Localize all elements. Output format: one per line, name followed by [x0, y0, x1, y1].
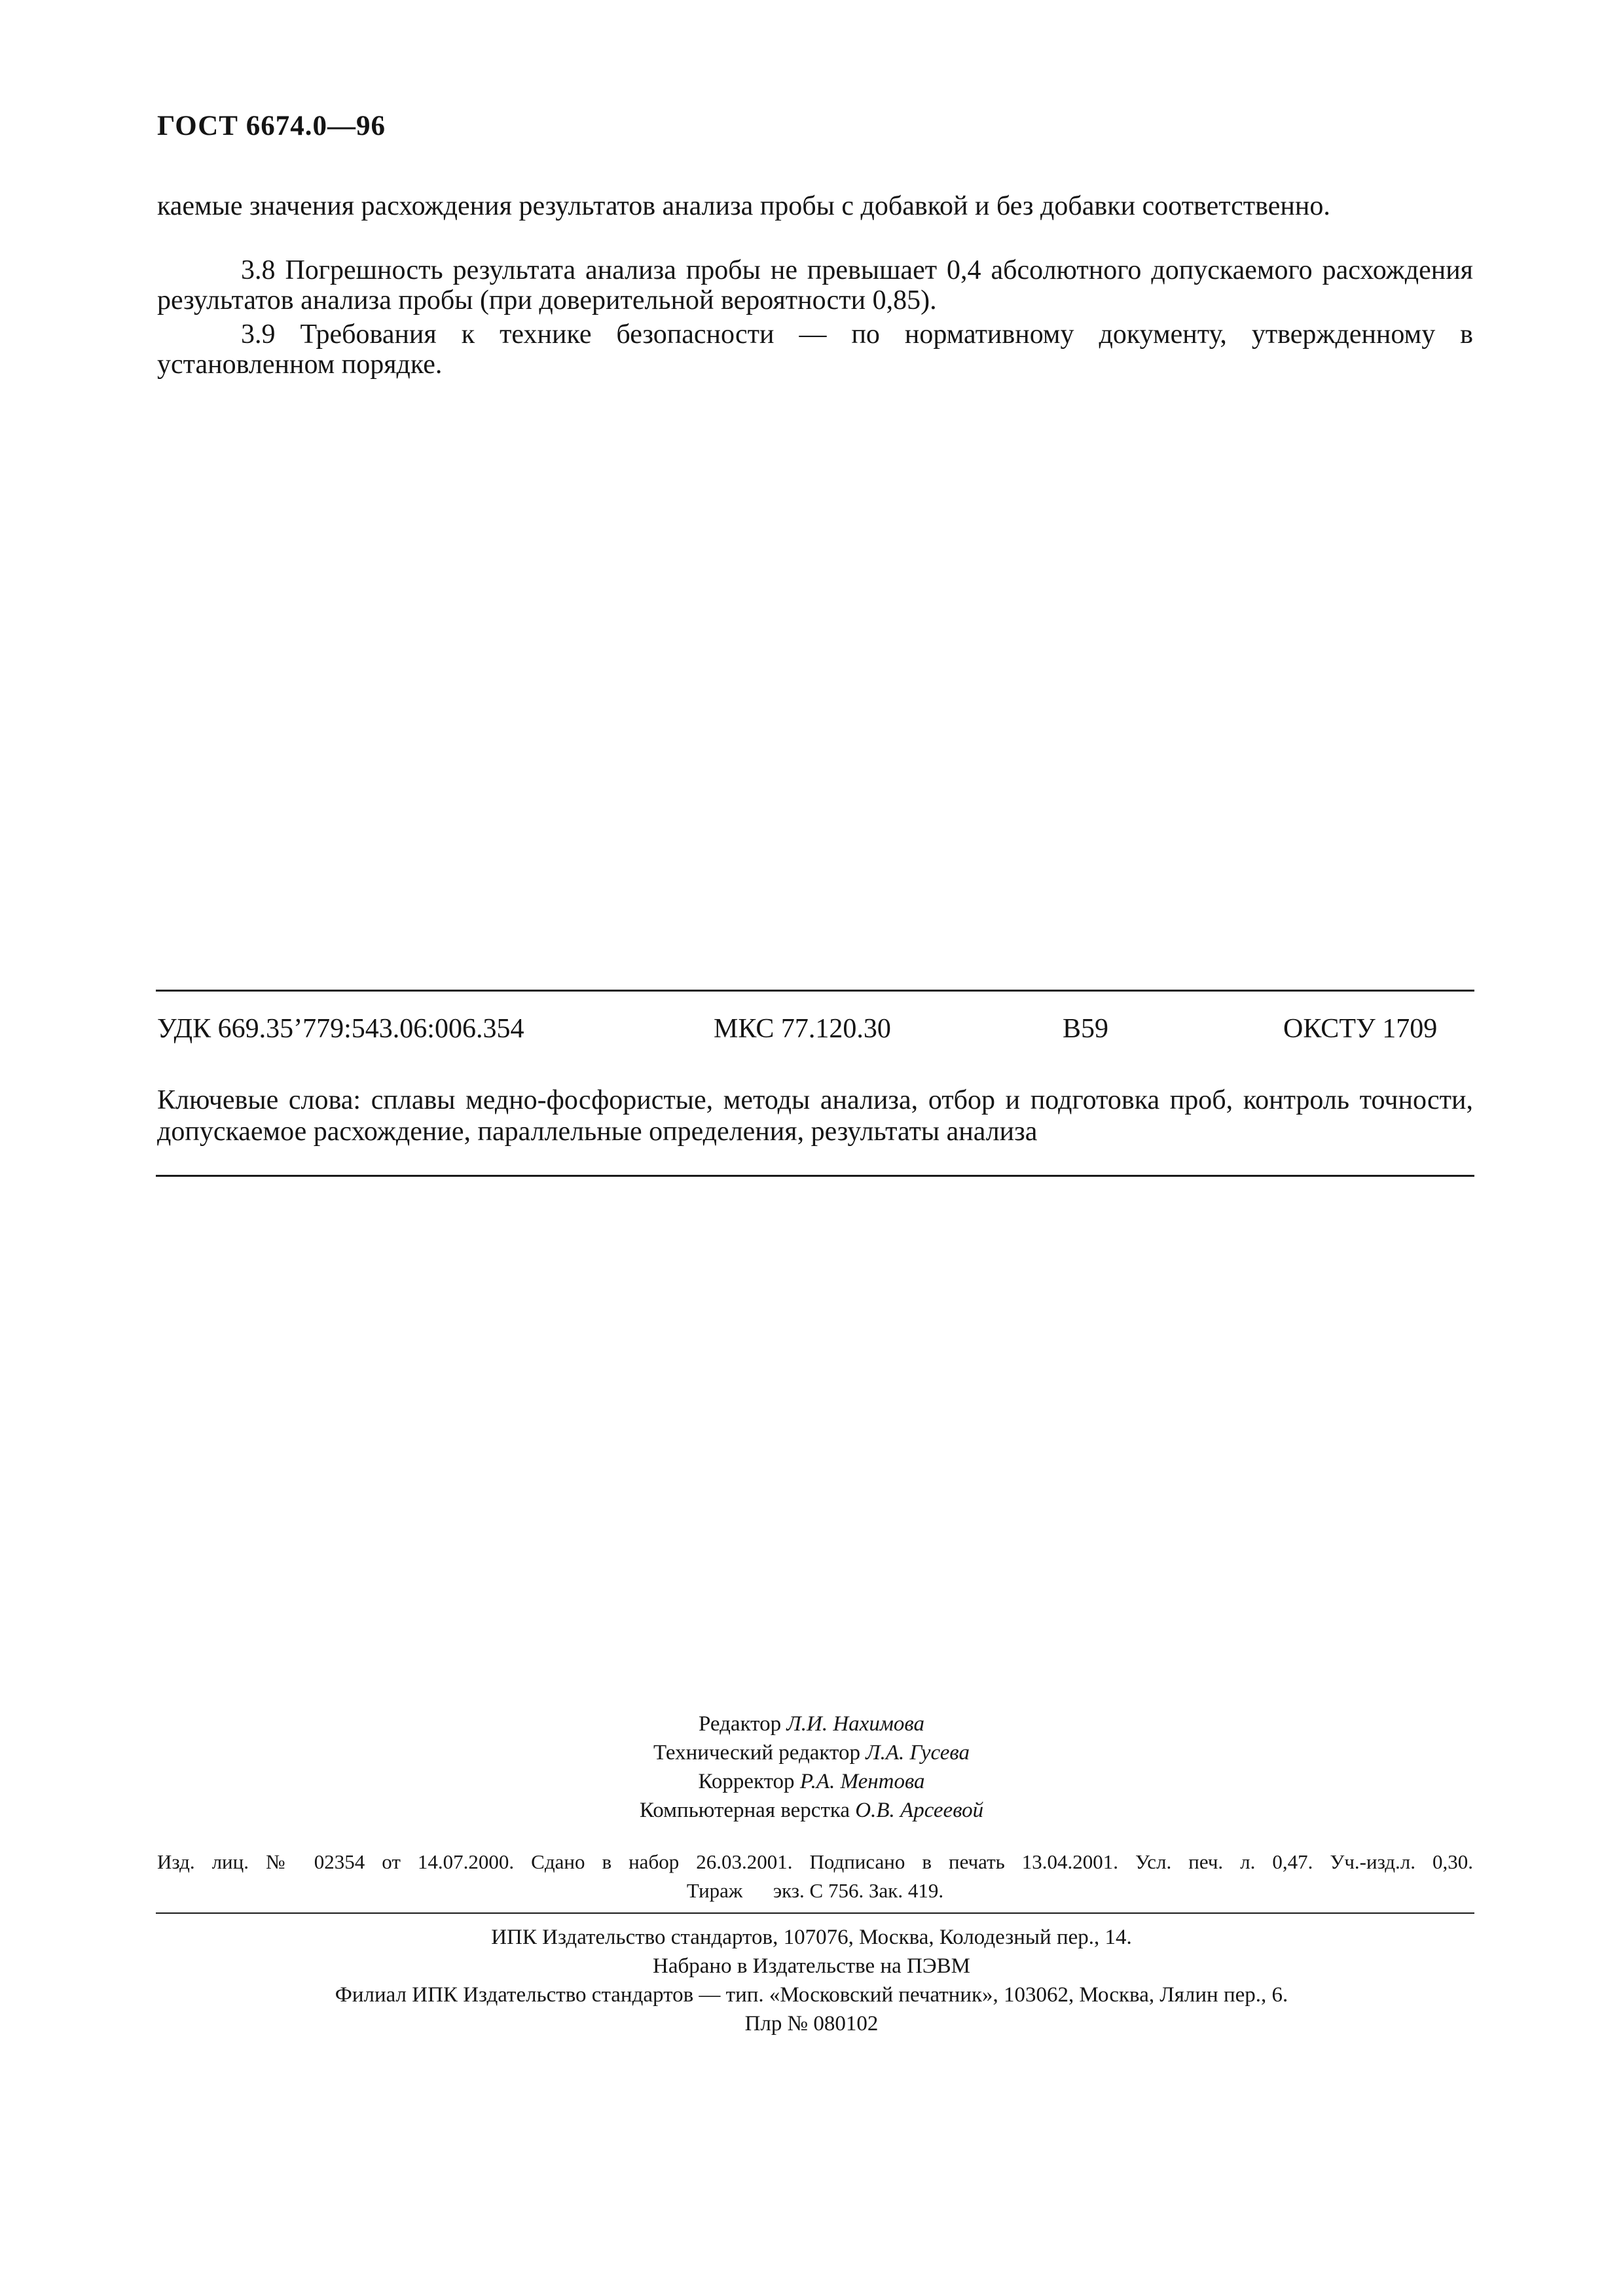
keywords: Ключевые слова: сплавы медно-фосфористые, методы анализа, отбор и подготовка проб, контроль точности, допускаемое расхождение, параллельные определения, результаты анализа [157, 1085, 1473, 1147]
publication-line-2: Тираж экз. С 756. Зак. 419. [686, 1879, 944, 1902]
imprint-line-3: Филиал ИПК Издательство стандартов — тип. «Московский печатник», 103062, Москва, Лялин пер., 6. [335, 1983, 1288, 2007]
mks-code: МКС 77.120.30 [714, 1014, 891, 1044]
paragraph-continuation: каемые значения расхождения результатов анализа пробы с добавкой и без добавки соответственно. [157, 191, 1330, 221]
credits-block [0, 1710, 1623, 1825]
classification-top-rule [156, 990, 1474, 992]
publication-info [157, 1848, 1473, 1905]
imprint-block [0, 1923, 1623, 2038]
keywords-bottom-rule [156, 1175, 1474, 1177]
credit-tech-editor: Технический редактор Л.А. Гусева [653, 1741, 970, 1765]
credit-editor: Редактор Л.И. Нахимова [699, 1712, 924, 1736]
imprint-line-4: Плр № 080102 [744, 2012, 879, 2036]
udk-code: УДК 669.35’779:543.06:006.354 [157, 1014, 524, 1044]
okstu-code: ОКСТУ 1709 [1283, 1014, 1438, 1044]
group-code: В59 [1063, 1014, 1109, 1044]
imprint-line-2: Набрано в Издательстве на ПЭВМ [653, 1954, 970, 1978]
paragraph-3-9: 3.9 Требования к технике безопасности — по нормативному документу, утвержденному в установленном порядке. [157, 319, 1473, 380]
credit-layout: Компьютерная верстка О.В. Арсеевой [639, 1799, 984, 1822]
imprint-line-1: ИПК Издательство стандартов, 107076, Москва, Колодезный пер., 14. [491, 1926, 1132, 1949]
imprint-top-rule [156, 1912, 1474, 1914]
paragraph-3-8: 3.8 Погрешность результата анализа пробы не превышает 0,4 абсолютного допускаемого расхождения результатов анализа пробы (при доверительной вероятности 0,85). [157, 255, 1473, 315]
credit-corrector: Корректор Р.А. Ментова [698, 1770, 925, 1793]
standard-header: ГОСТ 6674.0—96 [157, 111, 386, 141]
publication-line-1: Изд. лиц. № 02354 от 14.07.2000. Сдано в набор 26.03.2001. Подписано в печать 13.04.2001. Усл. печ. л. 0,47. Уч.-изд.л. 0,30. [157, 1850, 1473, 1873]
